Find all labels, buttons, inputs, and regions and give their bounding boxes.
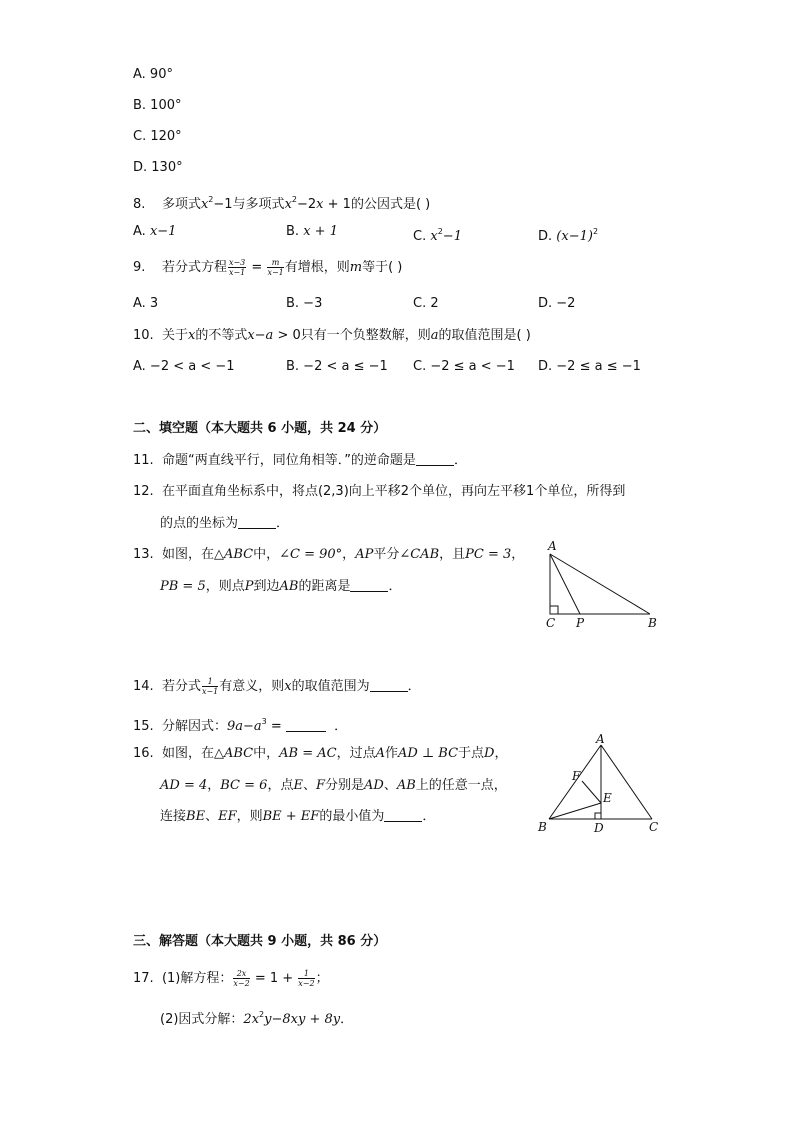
question-number: 15. <box>133 719 154 734</box>
q16-text: 、 <box>205 809 219 824</box>
frac-bottom: x−1 <box>201 687 219 696</box>
q16-math: △ABC <box>213 746 254 761</box>
q8-option-a <box>133 223 176 241</box>
q16-text: 的最小值为 <box>319 809 385 824</box>
answer-blank <box>384 809 422 822</box>
q9-fraction-1 <box>228 258 246 277</box>
q15-math: 9a−a <box>226 719 262 734</box>
option-label: D. <box>538 229 553 244</box>
right-angle-mark <box>550 606 558 614</box>
q9-fraction-2 <box>267 258 283 277</box>
q16-text: ． <box>422 809 436 824</box>
q9-eq: = <box>247 260 267 275</box>
q9-option-c: C. 2 <box>413 296 439 311</box>
frac-top: 1 <box>202 677 218 687</box>
q13-text: ，则点 <box>205 579 245 594</box>
q12-text: 在平面直角坐标系中，将点(2,3)向上平移2个单位，再向左平移1个单位，所得到 <box>161 484 626 499</box>
q10-text: > 0只有一个负整数解，则 <box>273 328 431 343</box>
question-17-part2 <box>160 1006 353 1029</box>
q13-math: PC = 3 <box>465 547 512 562</box>
q16-figure <box>534 733 664 835</box>
question-12-line2 <box>160 515 289 533</box>
answer-blank <box>286 719 326 732</box>
option-text: −1 <box>442 229 462 244</box>
q16-math: AD <box>364 778 384 793</box>
q7-option-a: A. 90° <box>133 67 173 82</box>
q9-text: 有增根，则 <box>284 260 350 275</box>
question-number: 17. <box>133 971 154 986</box>
q17-text: (2)因式分解： <box>160 1012 244 1027</box>
label-c: C <box>649 820 659 834</box>
q8-sup: 2 <box>291 195 297 204</box>
question-8 <box>133 191 430 214</box>
question-number: 14. <box>133 679 154 694</box>
label-b: B <box>538 820 547 834</box>
q9-option-d: D. −2 <box>538 296 576 311</box>
question-11 <box>133 452 467 470</box>
q13-text: ． <box>388 579 402 594</box>
option-text: (x−1) <box>556 229 593 244</box>
q15-sup: 3 <box>261 717 267 726</box>
q13-text: ，且 <box>439 547 466 562</box>
q16-math: E <box>293 778 303 793</box>
q13-figure <box>540 538 665 632</box>
question-number: 12. <box>133 484 154 499</box>
q13-math: AP <box>355 547 374 562</box>
q17-text: ； <box>315 971 329 986</box>
q10-option-a: A. −2 < a < −1 <box>133 359 235 374</box>
q14-end: ． <box>407 679 421 694</box>
q16-text: 如图，在 <box>161 746 214 761</box>
question-13-line2 <box>160 578 402 596</box>
q13-text: 如图，在 <box>161 547 214 562</box>
q13-math: AB <box>279 579 299 594</box>
q16-text: ，点 <box>267 778 294 793</box>
q13-math: △ABC <box>213 547 254 562</box>
q8-var: x <box>316 197 324 212</box>
answer-blank <box>350 579 388 592</box>
question-16-line3 <box>160 808 435 826</box>
q13-math: ∠C = 90° <box>279 547 343 562</box>
q16-math: AB <box>396 778 416 793</box>
label-p: P <box>576 616 585 630</box>
frac-top: 1 <box>298 969 314 979</box>
q7-option-b: B. 100° <box>133 98 182 113</box>
q13-text: 到边 <box>253 579 280 594</box>
question-number: 8. <box>133 197 146 212</box>
q16-text: 分别是 <box>325 778 365 793</box>
q16-math: A <box>375 746 385 761</box>
question-16 <box>133 745 508 763</box>
q8-option-d <box>538 223 598 246</box>
q10-text: 的取值范围是( ) <box>438 328 531 343</box>
q10-text: 关于 <box>161 328 188 343</box>
question-number: 13. <box>133 547 154 562</box>
question-number: 16. <box>133 746 154 761</box>
question-17 <box>133 969 329 988</box>
question-number: 10. <box>133 328 154 343</box>
q16-math: AD = 4 <box>160 778 208 793</box>
option-text: x <box>430 229 438 244</box>
q17-fraction-2 <box>298 969 314 988</box>
label-c: C <box>546 616 556 630</box>
frac-top: 2x <box>233 969 249 979</box>
q16-text: 、 <box>383 778 397 793</box>
q15-text: 分解因式： <box>161 719 227 734</box>
q8-text: + 1的公因式是( ) <box>323 197 431 212</box>
q13-math: ∠CAB <box>399 547 440 562</box>
q9-text: 若分式方程 <box>161 260 227 275</box>
frac-bottom: x−2 <box>233 979 250 988</box>
q10-var: x <box>187 328 196 343</box>
q16-text: 于点 <box>458 746 485 761</box>
q16-text: 中， <box>253 746 280 761</box>
q17-math: = 1 + <box>250 971 298 986</box>
q17-sup: 2 <box>259 1010 265 1019</box>
q16-text: ，则 <box>236 809 263 824</box>
q17-math: 2x <box>243 1012 260 1027</box>
q17-text: (1)解方程： <box>161 971 233 986</box>
frac-top: x−3 <box>228 258 246 267</box>
q7-option-d: D. 130° <box>133 160 183 175</box>
question-16-line2 <box>160 777 507 795</box>
q11-end: ． <box>453 453 467 468</box>
q13-text: 平分 <box>373 547 400 562</box>
q14-text: 有意义，则 <box>219 679 285 694</box>
q7-option-c: C. 120° <box>133 129 182 144</box>
q8-option-b <box>286 223 338 241</box>
q9-option-a: A. 3 <box>133 296 159 311</box>
q10-var: x−a <box>247 328 274 343</box>
question-number: 9. <box>133 260 146 275</box>
option-label: C. <box>413 229 427 244</box>
q14-text: 的取值范围为 <box>291 679 370 694</box>
question-number: 11. <box>133 453 154 468</box>
label-e: E <box>603 791 612 805</box>
question-12 <box>133 483 625 501</box>
option-text: x−1 <box>149 224 177 239</box>
frac-bottom: x−1 <box>267 268 284 277</box>
q15-eq: = <box>266 719 286 734</box>
section-3-heading: 三、解答题（本大题共 9 小题，共 86 分） <box>133 934 387 949</box>
option-text: x + 1 <box>303 224 338 239</box>
q13-math: P <box>244 579 254 594</box>
q16-text: 作 <box>384 746 398 761</box>
segment-be <box>549 803 601 819</box>
q10-option-c: C. −2 ≤ a < −1 <box>413 359 515 374</box>
q14-var: x <box>284 679 292 694</box>
q16-text: 、 <box>302 778 316 793</box>
q8-var: x <box>200 197 209 212</box>
q16-text: 连接 <box>160 809 187 824</box>
q13-text: ， <box>511 547 525 562</box>
segment-fe <box>582 781 601 803</box>
q13-math: PB = 5 <box>160 579 206 594</box>
section-2-heading: 二、填空题（本大题共 6 小题，共 24 分） <box>133 421 387 436</box>
q12-end: ． <box>276 516 290 531</box>
frac-bottom: x−1 <box>228 268 246 277</box>
question-14 <box>133 677 421 696</box>
q16-text: ，过点 <box>336 746 376 761</box>
answer-blank <box>370 679 408 692</box>
q16-math: EF <box>218 809 237 824</box>
label-a: A <box>548 539 557 553</box>
q16-text: ， <box>207 778 221 793</box>
q10-option-b: B. −2 < a ≤ −1 <box>286 359 388 374</box>
q13-text: ， <box>342 547 356 562</box>
option-sup: 2 <box>437 227 443 236</box>
q10-option-d: D. −2 ≤ a ≤ −1 <box>538 359 641 374</box>
q16-text: ， <box>494 746 508 761</box>
q9-option-b: B. −3 <box>286 296 323 311</box>
label-a: A <box>596 733 605 746</box>
q9-var: m <box>349 260 363 275</box>
q11-text: 命题“两直线平行，同位角相等．”的逆命题是 <box>161 453 416 468</box>
segment-ac <box>601 745 652 819</box>
label-b: B <box>648 616 657 630</box>
q8-text: −2 <box>297 197 317 212</box>
frac-bottom: x−2 <box>298 979 315 988</box>
option-label: B. <box>286 224 300 239</box>
q17-fraction-1 <box>233 969 249 988</box>
q12-text: 的点的坐标为 <box>160 516 239 531</box>
q16-math: AD ⊥ BC <box>397 746 459 761</box>
label-f: F <box>572 769 581 783</box>
q16-text: 上的任意一点， <box>415 778 507 793</box>
q16-math: BC = 6 <box>220 778 268 793</box>
q8-option-c <box>413 223 462 246</box>
q10-var: a <box>430 328 439 343</box>
q8-sup: 2 <box>208 195 214 204</box>
question-10 <box>133 327 531 345</box>
q17-text: ． <box>340 1012 354 1027</box>
right-angle-mark <box>595 813 601 819</box>
q14-fraction <box>202 677 218 696</box>
answer-blank <box>416 453 454 466</box>
q16-math: BE <box>186 809 206 824</box>
question-15 <box>133 713 347 736</box>
q16-math: AB = AC <box>279 746 337 761</box>
question-9 <box>133 258 402 277</box>
answer-blank <box>238 516 276 529</box>
q13-text: 中， <box>253 547 280 562</box>
q16-math: D <box>484 746 495 761</box>
option-label: A. <box>133 224 146 239</box>
q8-var: x <box>284 197 292 212</box>
question-13 <box>133 546 524 564</box>
q17-math: y−8xy + 8y <box>264 1012 341 1027</box>
q15-end: ． <box>334 719 348 734</box>
option-sup: 2 <box>592 227 599 236</box>
q10-text: 的不等式 <box>195 328 248 343</box>
q14-text: 若分式 <box>161 679 201 694</box>
q8-text: 多项式 <box>161 197 201 212</box>
q9-text: 等于( ) <box>362 260 403 275</box>
q8-text: −1与多项式 <box>213 197 285 212</box>
q16-math: F <box>315 778 325 793</box>
q13-text: 的距离是 <box>298 579 351 594</box>
q16-math: BE + EF <box>262 809 320 824</box>
label-d: D <box>594 821 604 835</box>
frac-top: m <box>267 258 283 268</box>
